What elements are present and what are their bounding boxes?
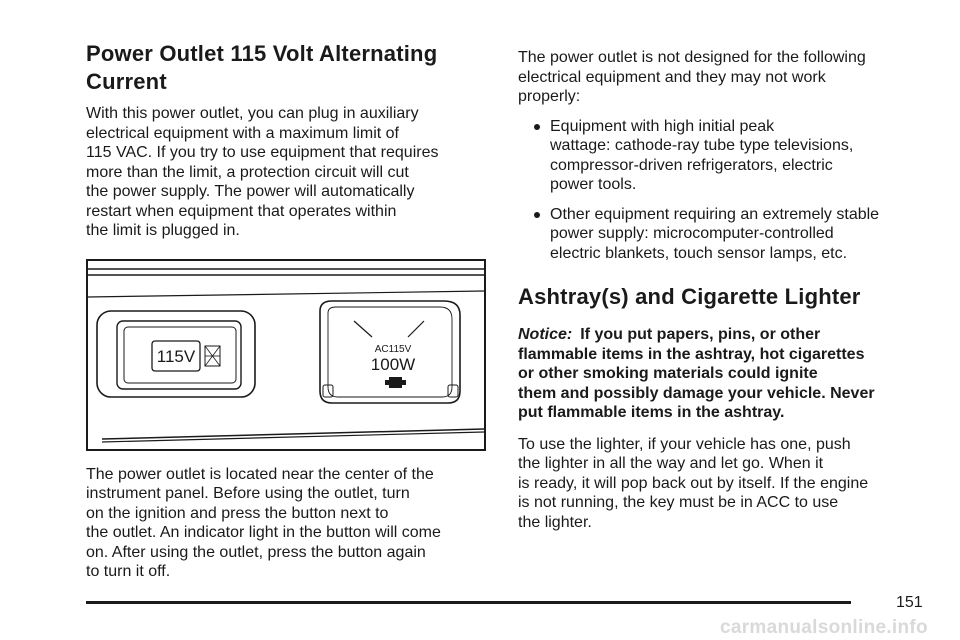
- page-number: 151: [896, 594, 923, 611]
- indicator-light-icon: [205, 346, 220, 366]
- switch-label: 115V: [156, 346, 196, 366]
- not-designed-intro: The power outlet is not designed for the following electrical equipment and they may not work properly:: [518, 49, 866, 105]
- power-outlet-illustration: [86, 259, 486, 451]
- lighter-instructions-paragraph: To use the lighter, if your vehicle has one, push the lighter in all the way and let go. When it is ready, it will pop back out by itself. If the engine is not running, the key must be in ACC to use the lighter.: [518, 435, 869, 531]
- notice-text: If you put papers, pins, or other flammable items in the ashtray, hot cigarettes or other smoking materials could ignite them and possibly damage your vehicle. Never put flammable items in the ashtray.: [518, 326, 875, 421]
- list-item: [518, 205, 928, 264]
- section-heading-power-outlet: Power Outlet 115 Volt Alternating Current: [86, 41, 438, 94]
- panel-trim-line: [88, 291, 484, 297]
- outlet-location-paragraph: The power outlet is located near the center of the instrument panel. Before using the outlet, turn on the ignition and press the button next to the outlet. An indicator light in the button will come on. After using the outlet, press the button again to turn it off.: [86, 465, 441, 580]
- right-column: [518, 48, 928, 532]
- plug-icon: [389, 377, 402, 388]
- footer-rule: [86, 601, 851, 604]
- power-outlet-cover: [320, 301, 460, 403]
- list-item-text: Equipment with high initial peak wattage: cathode-ray tube type televisions, compressor-driven refrigerators, electric power tools.: [550, 117, 854, 193]
- outlet-voltage-label: AC115V: [374, 343, 412, 355]
- list-item-text: Other equipment requiring an extremely stable power supply: microcomputer-controlled electric blankets, touch sensor lamps, etc.: [550, 205, 880, 262]
- notice-label: Notice:: [518, 326, 573, 343]
- power-switch-button: [97, 311, 255, 397]
- bullet-icon: [534, 212, 540, 218]
- outlet-wattage-label: 100W: [370, 354, 416, 374]
- outlet-diagram-svg: [88, 261, 484, 449]
- bullet-icon: [534, 124, 540, 130]
- list-item: [518, 117, 928, 195]
- left-column: [86, 40, 492, 582]
- watermark: carmanualsonline.info: [720, 617, 928, 638]
- outlet-description-paragraph: With this power outlet, you can plug in auxiliary electrical equipment with a maximum limit of 115 VAC. If you try to use equipment that requires more than the limit, a protection circuit will cut the power supply. The power will automatically restart when equipment that operates within the limit is plugged in.: [86, 105, 439, 239]
- equipment-list: [518, 117, 928, 264]
- notice-block: [518, 325, 928, 423]
- section-heading-ashtray: Ashtray(s) and Cigarette Lighter: [518, 284, 861, 309]
